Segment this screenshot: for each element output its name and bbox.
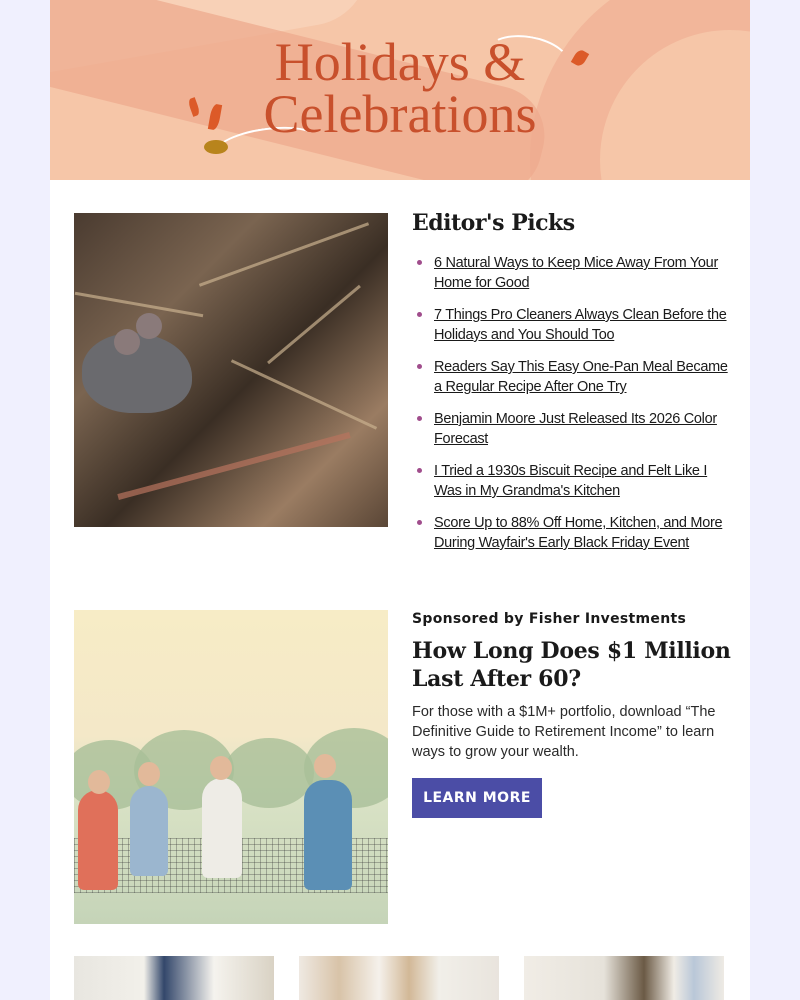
player-figure (78, 790, 118, 890)
list-item (412, 357, 732, 397)
article-link[interactable]: 7 Things Pro Cleaners Always Clean Before the Holidays and You Should Too (434, 307, 727, 343)
bullet-icon (417, 468, 422, 473)
player-head (314, 754, 336, 778)
article-link[interactable]: 6 Natural Ways to Keep Mice Away From Your Home for Good (434, 255, 718, 291)
twig-detail (199, 222, 369, 286)
mouse-ear (136, 313, 162, 339)
twig-detail (75, 292, 204, 318)
learn-more-button[interactable]: LEARN MORE (412, 778, 542, 818)
editors-picks-heading: Editor's Picks (412, 210, 575, 236)
mouse-ear (114, 329, 140, 355)
player-head (88, 770, 110, 794)
player-figure (130, 786, 168, 876)
list-item (412, 305, 732, 345)
leaf-icon (204, 140, 228, 154)
article-link[interactable]: Readers Say This Easy One-Pan Meal Became a Regular Recipe After One Try (434, 359, 728, 395)
bullet-icon (417, 260, 422, 265)
twig-detail (231, 359, 377, 429)
article-link[interactable]: I Tried a 1930s Biscuit Recipe and Felt Like I Was in My Grandma's Kitchen (434, 463, 708, 499)
bullet-icon (417, 416, 422, 421)
list-item (412, 513, 732, 553)
article-thumbnail[interactable] (299, 956, 499, 1000)
banner-title (50, 32, 750, 144)
editors-picks-list (412, 253, 732, 565)
article-link[interactable]: Score Up to 88% Off Home, Kitchen, and More During Wayfair's Early Black Friday Event (434, 515, 723, 551)
list-item (412, 409, 732, 449)
twig-detail (117, 432, 350, 500)
sponsored-headline[interactable]: How Long Does $1 Million Last After 60? (412, 638, 731, 692)
bullet-icon (417, 312, 422, 317)
player-figure (304, 780, 352, 890)
twig-detail (267, 285, 361, 364)
sponsored-description: For those with a $1M+ portfolio, download “The Definitive Guide to Retirement Income” to learn ways to grow your wealth. (412, 704, 716, 760)
holidays-banner[interactable] (50, 0, 750, 180)
list-item (412, 461, 732, 501)
player-head (138, 762, 160, 786)
sponsored-label: Sponsored by Fisher Investments (412, 611, 687, 627)
newsletter-body (50, 0, 750, 1000)
pickleball-illustration[interactable] (74, 610, 388, 924)
article-link[interactable]: Benjamin Moore Just Released Its 2026 Color Forecast (434, 411, 717, 447)
article-thumbnail[interactable] (524, 956, 724, 1000)
player-head (210, 756, 232, 780)
mouse-image[interactable] (74, 213, 388, 527)
article-thumbnail[interactable] (74, 956, 274, 1000)
bullet-icon (417, 364, 422, 369)
player-figure (202, 778, 242, 878)
bullet-icon (417, 520, 422, 525)
list-item (412, 253, 732, 293)
banner-title-line2: Celebrations (263, 84, 537, 144)
banner-title-line1: Holidays & (274, 32, 526, 92)
